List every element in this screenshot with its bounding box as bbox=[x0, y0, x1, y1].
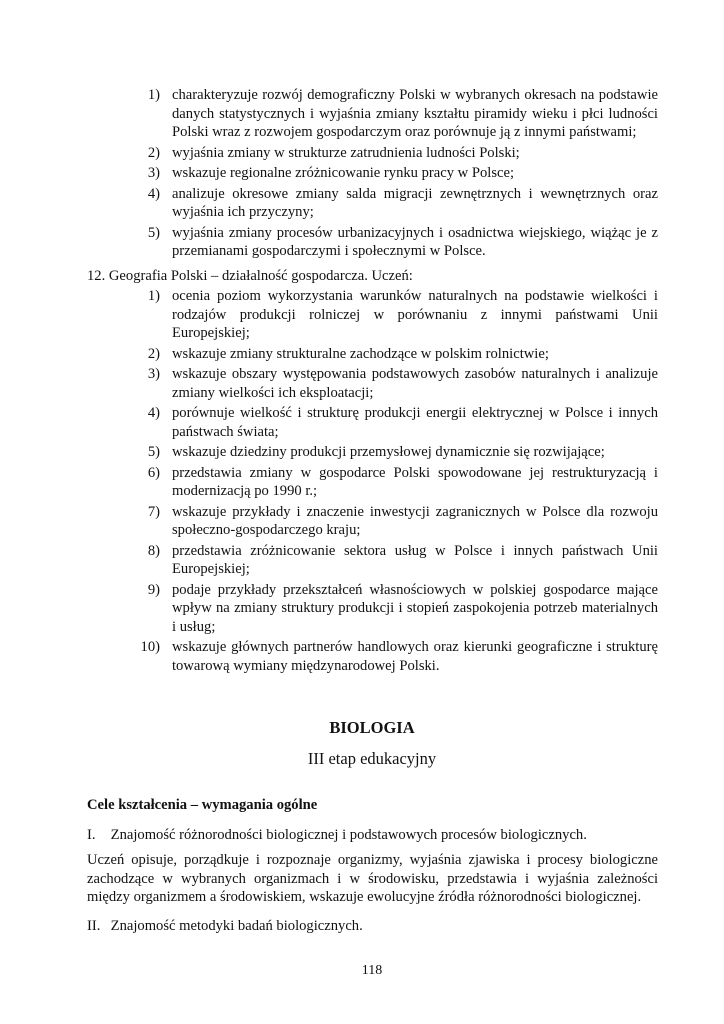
page-number: 118 bbox=[361, 963, 383, 978]
item-number: 6) bbox=[147, 464, 160, 481]
item-text: wskazuje przykłady i znaczenie inwestycji zagranicznych w Polsce dla rozwoju społeczno-gospodarczego kraju; bbox=[172, 503, 658, 538]
list-item bbox=[147, 86, 658, 142]
list-item bbox=[147, 164, 658, 183]
item-number: 4) bbox=[147, 405, 160, 421]
goal-two bbox=[87, 918, 658, 935]
item-text: wskazuje regionalne zróżnicowanie rynku pracy w Polsce; bbox=[172, 165, 515, 181]
list-item bbox=[147, 581, 658, 637]
subject-title: BIOLOGIA bbox=[329, 718, 415, 737]
list-item bbox=[147, 503, 658, 540]
item-text: porównuje wielkość i strukturę produkcji energii elektrycznej w Polsce i innych państwach świata; bbox=[172, 405, 658, 440]
section-heading: 12. Geografia Polski – działalność gospodarcza. Uczeń: bbox=[87, 268, 413, 284]
item-text: wskazuje dziedziny produkcji przemysłowej dynamicznie się rozwijające; bbox=[172, 444, 605, 460]
list-item bbox=[147, 144, 658, 163]
item-number: 2) bbox=[147, 345, 160, 362]
list-item bbox=[147, 365, 658, 402]
goal-text: Znajomość różnorodności biologicznej i podstawowych procesów biologicznych. bbox=[110, 827, 587, 843]
item-text: wskazuje głównych partnerów handlowych oraz kierunki geograficzne i strukturę towarową wymiany międzynarodowej Polski. bbox=[172, 639, 658, 674]
goal-text: Znajomość metodyki badań biologicznych. bbox=[110, 918, 363, 934]
item-number: 4) bbox=[147, 185, 160, 202]
roman-numeral: I. bbox=[87, 827, 96, 843]
list-item bbox=[147, 287, 658, 343]
stage-subtitle: III etap edukacyjny bbox=[307, 749, 437, 768]
item-text: przedstawia zmiany w gospodarce Polski spowodowane jej restrukturyzacją i modernizacją po 1990 r.; bbox=[172, 464, 658, 499]
roman-numeral: II. bbox=[87, 918, 101, 934]
list-item bbox=[147, 224, 658, 261]
goals-heading: Cele kształcenia – wymagania ogólne bbox=[87, 797, 318, 813]
item-number: 1) bbox=[147, 288, 160, 304]
list-item bbox=[147, 404, 658, 441]
economy-list bbox=[140, 287, 658, 677]
list-item bbox=[140, 638, 658, 675]
item-number: 7) bbox=[147, 503, 160, 520]
item-text: przedstawia zróżnicowanie sektora usług w Polsce i innych państwach Unii Europejskiej; bbox=[172, 542, 658, 577]
goal-one-description: Uczeń opisuje, porządkuje i rozpoznaje organizmy, wyjaśnia zjawiska i procesy biologiczne zachodzące w wybranych organizmach i w środowisku, przedstawia i wyjaśnia zależności między organizmem a środowiskiem, wskazuje ewolucyjne źródła różnorodności biologicznej. bbox=[87, 852, 658, 905]
item-number: 3) bbox=[147, 366, 160, 382]
item-number: 1) bbox=[147, 87, 160, 103]
goal-one bbox=[87, 827, 658, 844]
population-list bbox=[147, 86, 658, 263]
item-number: 9) bbox=[147, 581, 160, 598]
item-number: 2) bbox=[147, 144, 160, 161]
item-text: ocenia poziom wykorzystania warunków naturalnych na podstawie wielkości i rodzajów produkcji rolniczej w porównaniu z innymi państwami Unii Europejskiej; bbox=[172, 288, 658, 341]
item-number: 5) bbox=[147, 444, 160, 460]
list-item bbox=[147, 443, 658, 462]
item-number: 5) bbox=[147, 224, 160, 241]
item-text: charakteryzuje rozwój demograficzny Polski w wybranych okresach na podstawie danych statystycznych i wyjaśnia zmiany kształtu piramidy wieku i płci ludności Polski wraz z rozwojem gospodarczym oraz porównuje ją z innymi państwami; bbox=[172, 87, 658, 140]
list-item bbox=[147, 185, 658, 222]
item-number: 8) bbox=[147, 542, 160, 559]
item-text: podaje przykłady przekształceń własnościowych w polskiej gospodarce mające wpływ na zmiany struktury produkcji i stopień zaspokojenia potrzeb materialnych i usług; bbox=[172, 581, 658, 635]
list-item bbox=[147, 464, 658, 501]
list-item bbox=[147, 542, 658, 579]
item-text: analizuje okresowe zmiany salda migracji zewnętrznych i wewnętrznych oraz wyjaśnia ich przyczyny; bbox=[172, 185, 658, 220]
item-text: wyjaśnia zmiany w strukturze zatrudnienia ludności Polski; bbox=[172, 144, 520, 161]
item-text: wyjaśnia zmiany procesów urbanizacyjnych i osadnictwa wiejskiego, wiążąc je z przemianami gospodarczymi i społecznymi w Polsce. bbox=[172, 224, 658, 259]
list-item bbox=[147, 345, 658, 364]
item-text: wskazuje obszary występowania podstawowych zasobów naturalnych i analizuje zmiany wielkości ich eksploatacji; bbox=[172, 366, 658, 401]
item-number: 10) bbox=[140, 639, 160, 655]
item-number: 3) bbox=[147, 165, 160, 181]
item-text: wskazuje zmiany strukturalne zachodzące w polskim rolnictwie; bbox=[172, 345, 549, 362]
